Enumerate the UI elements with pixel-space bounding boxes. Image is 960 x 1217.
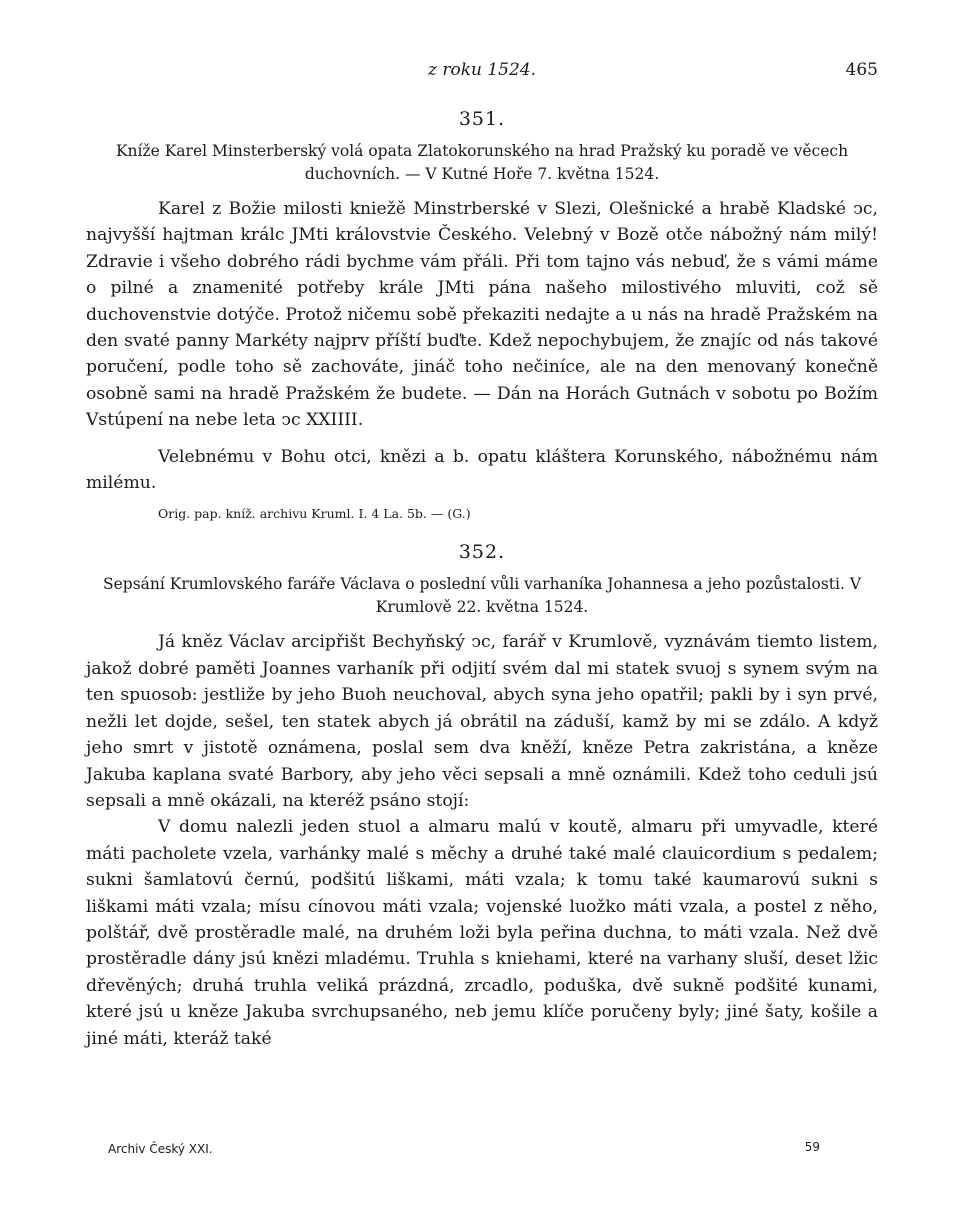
document-352	[86, 541, 878, 1052]
page-number: 465	[845, 60, 878, 80]
page-content	[86, 58, 878, 1052]
running-header	[86, 58, 878, 88]
body-paragraph: Já kněz Václav arcipřišt Bechyňský ͻc, farář v Krumlově, vyznávám tiemto listem, jakož dobré paměti Joannes varhaník při odjití svém dal mi statek svuoj s synem svým na ten spuosob: jestliže by jeho Buoh neuchoval, abych syna jeho opatřil; pakli by i syn prvé, nežli let dojde, sešel, ten statek abych já obrátil na záduší, kamž by mi se zdálo. A když jeho smrt v jistotě oznámena, poslal sem dva kněží, kněze Petra zakristána, a kněze Jakuba kaplana svaté Barbory, aby jeho věci sepsali a mně oznámili. Kdež toho ceduli jsú sepsali a mně okázali, na kteréž psáno stojí:	[86, 632, 878, 811]
page-footer	[108, 1142, 820, 1162]
document-heading: Kníže Karel Minsterberský volá opata Zlatokorunského na hrad Pražský ku poradě ve věcech duchovních. — V Kutné Hoře 7. května 1524.	[115, 142, 849, 183]
letter-body-paragraph: Karel z Božie milosti kniežě Minstrberské v Slezi, Olešnické a hrabě Kladské ͻc, najvyšší hajtman králc JMti královstvie Českého. Velebný v Bozě otče nábožný nám milý! Zdravie i všeho dobrého rádi bychme vám přáli. Při tom tajno vás nebuď, že s vámi máme o pilné a znamenité potřeby krále JMti pána našeho milostivého mluviti, což sě duchovenstvie dotýče. Protož ničemu sobě překaziti nedajte a u nás na hradě Pražském na den svaté panny Markéty najprv příští buďte. Kdež nepochybujem, že znajíc od nás takové poručení, podle toho sě zachováte, jináč toho nečiníce, ale na den menovaný konečně osobně sami na hradě Pražském že budete. — Dán na Horách Gutnách v sobotu po Božím Vstúpení na nebe leta ͻc XXIIII.	[86, 199, 878, 431]
document-heading: Sepsání Krumlovského faráře Václava o poslední vůli varhaníka Johannesa a jeho pozůstalosti. V Krumlově 22. května 1524.	[102, 575, 862, 617]
running-title: z roku 1524.	[427, 60, 537, 80]
footer-publication: Archiv Český XXI.	[108, 1142, 213, 1156]
source-note: Orig. pap. kníž. archivu Kruml. I. 4 La. 5b. — (G.)	[158, 506, 471, 522]
document-351	[86, 108, 878, 521]
letter-address-paragraph: Velebnému v Bohu otci, knězi a b. opatu kláštera Korunského, nábožnému nám milému.	[86, 446, 878, 494]
document-number: 352.	[458, 541, 506, 564]
footer-signature-number: 59	[804, 1140, 820, 1154]
inventory-paragraph: V domu nalezli jeden stuol a almaru malú v koutě, almaru při umyvadle, které máti pacholete vzela, varhánky malé s měchy a druhé také malé clauicordium s pedalem; sukni šamlatovú černú, podšitú liškami, máti vzala; k tomu také kaumarovú sukni s liškami máti vzala; mísu cínovou máti vzala; vojenské luožko máti vzala, a postel z něho, polštář, dvě prostěradle malé, na druhém loži byla peřina duchna, to máti vzala. Než dvě prostěradle dány jsú knězi mladému. Truhla s kniehami, které na varhany sluší, deset lžic dřevěných; druhá truhla veliká prázdná, zrcadlo, poduška, dvě sukně podšité kunami, které jsú u kněze Jakuba svrchupsaného, neb jemu klíče poručeny byly; jiné šaty, košile a jiné máti, kteráž také	[86, 817, 878, 1049]
document-number: 351.	[458, 108, 506, 130]
